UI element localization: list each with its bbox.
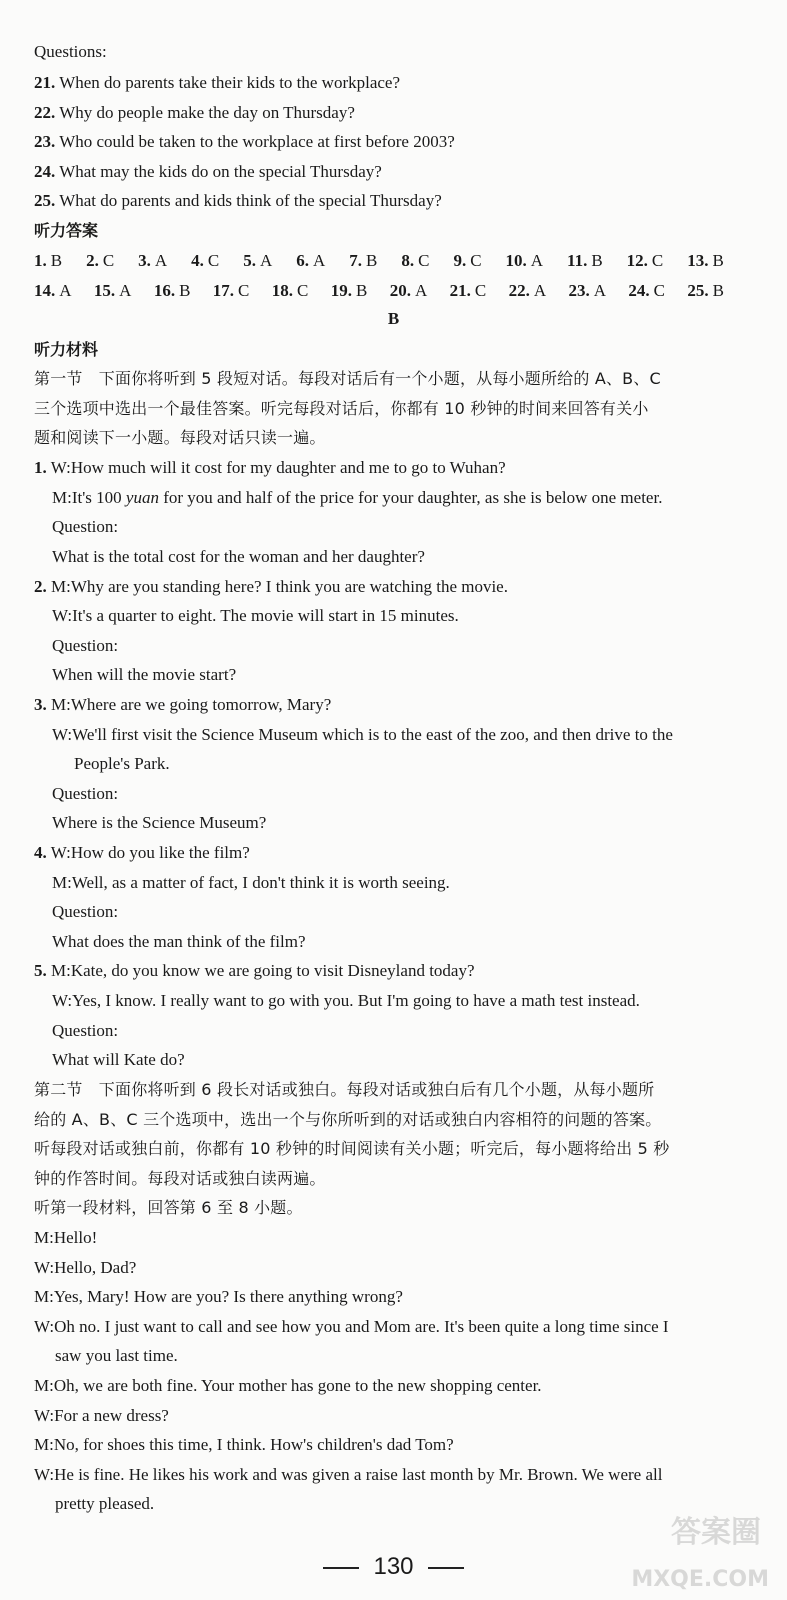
answer-item: 25. B [687,281,724,300]
answer-item: 15. A [93,281,132,300]
conversation-line-1: M:Hello! [34,1228,98,1247]
answers-heading: 听力答案 [34,221,99,240]
dialogue-2-question-label: Question: [52,636,119,655]
answer-item: 11. B [567,251,603,270]
part1-instructions-1: 第一节 下面你将听到 5 段短对话。每段对话后有一个小题，从每小题所给的 A、B、C [34,369,661,388]
answer-item: 1. B [34,251,63,270]
questions-label: Questions: [34,42,107,61]
answer-item: 18. C [271,281,309,300]
answer-item: 22. A [508,281,547,300]
dialogue-3-question: Where is the Science Museum? [52,813,267,832]
answer-item: 19. B [330,281,368,300]
page-number-dash-right [428,1567,464,1569]
question-24: 24. What may the kids do on the special Thursday? [34,162,382,181]
answer-item: 8. C [401,251,430,270]
part2-instructions-3: 听每段对话或独白前，你都有 10 秒钟的时间阅读有关小题；听完后，每小题将给出 5 秒 [34,1139,670,1158]
dialogue-4-question-label: Question: [52,902,119,921]
answer-item: 24. C [628,281,665,300]
answer-item: 2. C [86,251,115,270]
part2-instructions-1: 第二节 下面你将听到 6 段长对话或独白。每段对话或独白后有几个小题，从每小题所 [34,1080,655,1099]
dialogue-4-m: M:Well, as a matter of fact, I don't think it is worth seeing. [52,873,450,892]
answer-item: 20. A [389,281,428,300]
answer-item: 23. A [568,281,606,300]
answer-item: 3. A [138,251,168,270]
conversation-line-4-cont: saw you last time. [55,1346,178,1365]
dialogue-5-w: W:Yes, I know. I really want to go with you. But I'm going to have a math test instead. [52,991,640,1010]
answer-item: 21. C [449,281,487,300]
answer-key-row-2 [34,280,724,302]
answer-item: 12. C [626,251,664,270]
page-number: 130 [0,1553,787,1581]
conversation-line-6: W:For a new dress? [34,1406,169,1425]
conversation-line-7: M:No, for shoes this time, I think. How's children's dad Tom? [34,1435,454,1454]
dialogue-5-m: 5. M:Kate, do you know we are going to visit Disneyland today? [34,961,475,980]
question-23: 23. Who could be taken to the workplace at first before 2003? [34,132,455,151]
dialogue-1-question: What is the total cost for the woman and her daughter? [52,547,425,566]
answer-item: 6. A [296,251,326,270]
dialogue-1-m: M:It's 100 yuan for you and half of the price for your daughter, as she is below one meter. [52,488,663,507]
question-22: 22. Why do people make the day on Thursday? [34,103,355,122]
answer-item: 7. B [349,251,378,270]
first-material-instruction: 听第一段材料，回答第 6 至 8 小题。 [34,1198,303,1217]
page-number-dash-left [323,1567,359,1569]
dialogue-2-m: 2. M:Why are you standing here? I think you are watching the movie. [34,577,508,596]
part1-instructions-2: 三个选项中选出一个最佳答案。听完每段对话后，你都有 10 秒钟的时间来回答有关小 [34,399,649,418]
answer-item: 9. C [453,251,482,270]
dialogue-5-question: What will Kate do? [52,1050,185,1069]
answer-key-row-1 [34,250,724,272]
conversation-line-3: M:Yes, Mary! How are you? Is there anything wrong? [34,1287,403,1306]
conversation-line-8-cont: pretty pleased. [55,1494,155,1513]
dialogue-3-question-label: Question: [52,784,119,803]
section-letter: B [387,309,400,328]
conversation-line-5: M:Oh, we are both fine. Your mother has gone to the new shopping center. [34,1376,542,1395]
conversation-line-4: W:Oh no. I just want to call and see how you and Mom are. It's been quite a long time since I [34,1317,669,1336]
dialogue-1-w: 1. W:How much will it cost for my daughter and me to go to Wuhan? [34,458,506,477]
answer-item: 4. C [191,251,220,270]
dialogue-3-w-cont: People's Park. [74,754,170,773]
part2-instructions-2: 给的 A、B、C 三个选项中，选出一个与你所听到的对话或独白内容相符的问题的答案。 [34,1110,662,1129]
answer-item: 14. A [34,281,72,300]
part2-instructions-4: 钟的作答时间。每段对话或独白读两遍。 [34,1169,326,1188]
part1-instructions-3: 题和阅读下一小题。每段对话只读一遍。 [34,428,326,447]
dialogue-1-question-label: Question: [52,517,119,536]
materials-heading: 听力材料 [34,340,99,359]
watermark-logo: 答案圈 MXQE.COM [631,1515,769,1592]
answer-item: 17. C [212,281,250,300]
dialogue-2-question: When will the movie start? [52,665,237,684]
answer-item: 5. A [243,251,273,270]
answer-item: 10. A [505,251,544,270]
answer-item: 16. B [153,281,191,300]
conversation-line-8: W:He is fine. He likes his work and was given a raise last month by Mr. Brown. We were all [34,1465,663,1484]
conversation-line-2: W:Hello, Dad? [34,1258,137,1277]
dialogue-4-w: 4. W:How do you like the film? [34,843,250,862]
dialogue-2-w: W:It's a quarter to eight. The movie will start in 15 minutes. [52,606,459,625]
dialogue-3-w: W:We'll first visit the Science Museum which is to the east of the zoo, and then drive to the [52,725,673,744]
dialogue-3-m: 3. M:Where are we going tomorrow, Mary? [34,695,332,714]
answer-item: 13. B [687,251,724,270]
question-25: 25. What do parents and kids think of the special Thursday? [34,191,442,210]
dialogue-4-question: What does the man think of the film? [52,932,306,951]
question-21: 21. When do parents take their kids to the workplace? [34,73,401,92]
dialogue-5-question-label: Question: [52,1021,119,1040]
